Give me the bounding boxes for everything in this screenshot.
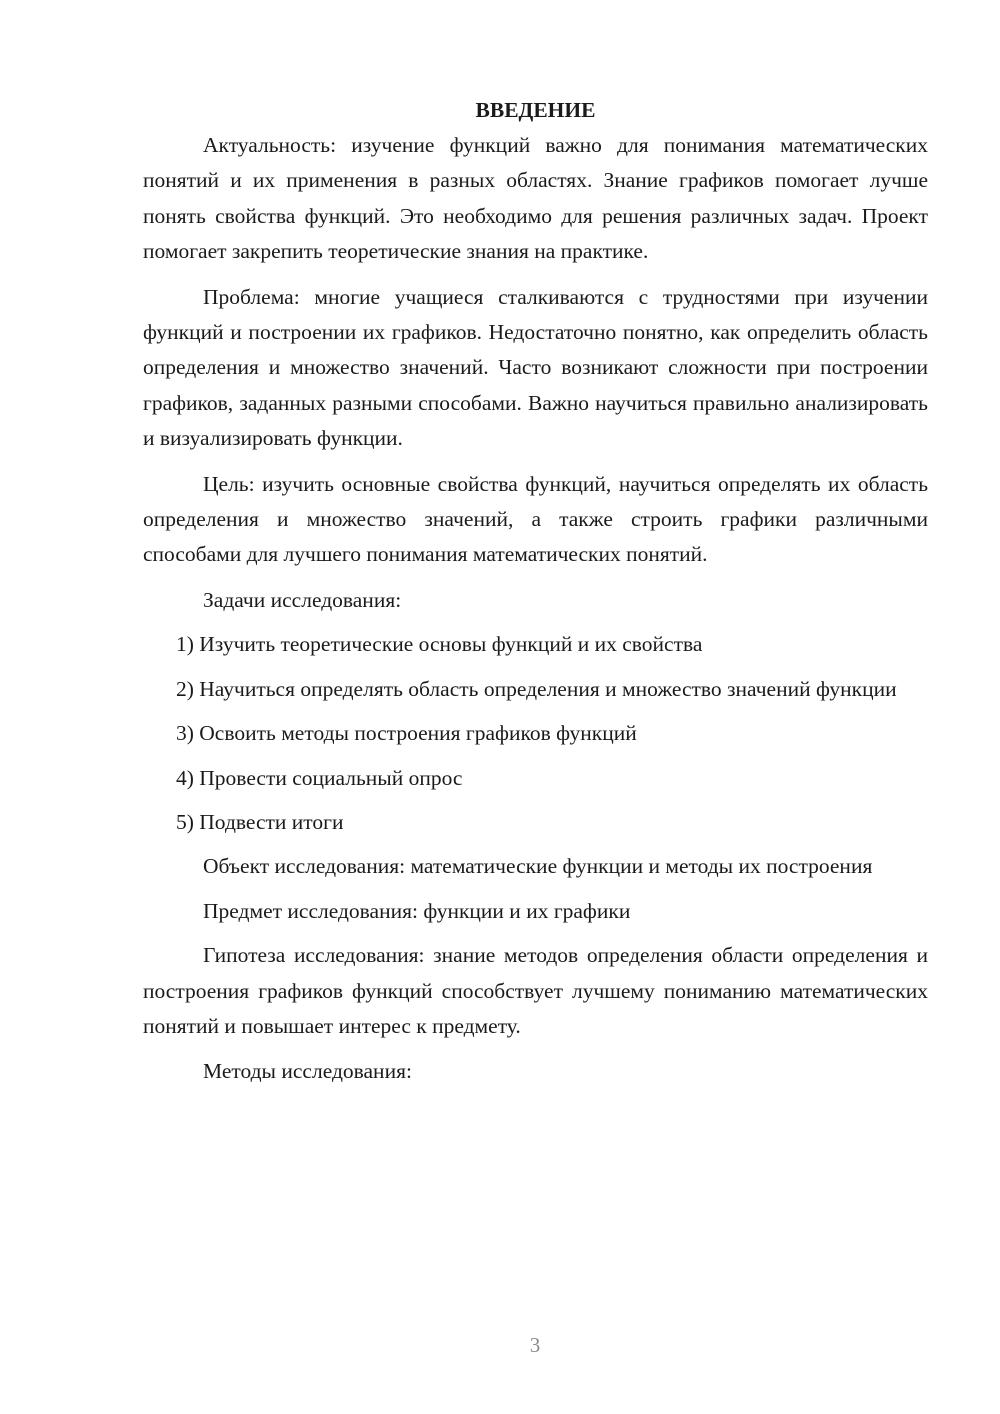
object-paragraph: Объект исследования: математические функции и методы их построения [203,854,873,879]
task-item-3: 3) Освоить методы построения графиков функций [176,721,637,746]
task-item-1: 1) Изучить теоретические основы функций и их свойства [176,632,703,657]
document-page [143,92,928,1090]
tasks-heading: Задачи исследования: [203,587,402,612]
hypothesis-paragraph: Гипотеза исследования: знание методов определения области определения и построения графиков функций способствует лучшему пониманию математических понятий и повышает интерес к предмету. [143,943,928,1038]
section-title: ВВЕДЕНИЕ [475,98,596,122]
relevance-paragraph: Актуальность: изучение функций важно для понимания математических понятий и их применения в разных областях. Знание графиков помогает лучше понять свойства функций. Это необходимо для решения различных задач. Проект помогает закрепить теоретические знания на практике. [143,133,928,264]
problem-paragraph: Проблема: многие учащиеся сталкиваются с трудностями при изучении функций и построении их графиков. Недостаточно понятно, как определить область определения и множество значений. Часто возникают сложности при построении графиков, заданных разными способами. Важно научиться правильно анализировать и визуализировать функции. [143,284,928,451]
task-item-4: 4) Провести социальный опрос [176,765,463,790]
task-item-2: 2) Научиться определять область определения и множество значений функции [176,676,897,701]
methods-heading: Методы исследования: [203,1059,412,1084]
task-item-5: 5) Подвести итоги [176,809,344,834]
subject-paragraph: Предмет исследования: функции и их графики [203,898,631,923]
goal-paragraph: Цель: изучить основные свойства функций, научиться определять их область определения и множество значений, а также строить графики различными способами для лучшего понимания математических понятий. [143,471,928,567]
page-number: 3 [529,1333,541,1357]
